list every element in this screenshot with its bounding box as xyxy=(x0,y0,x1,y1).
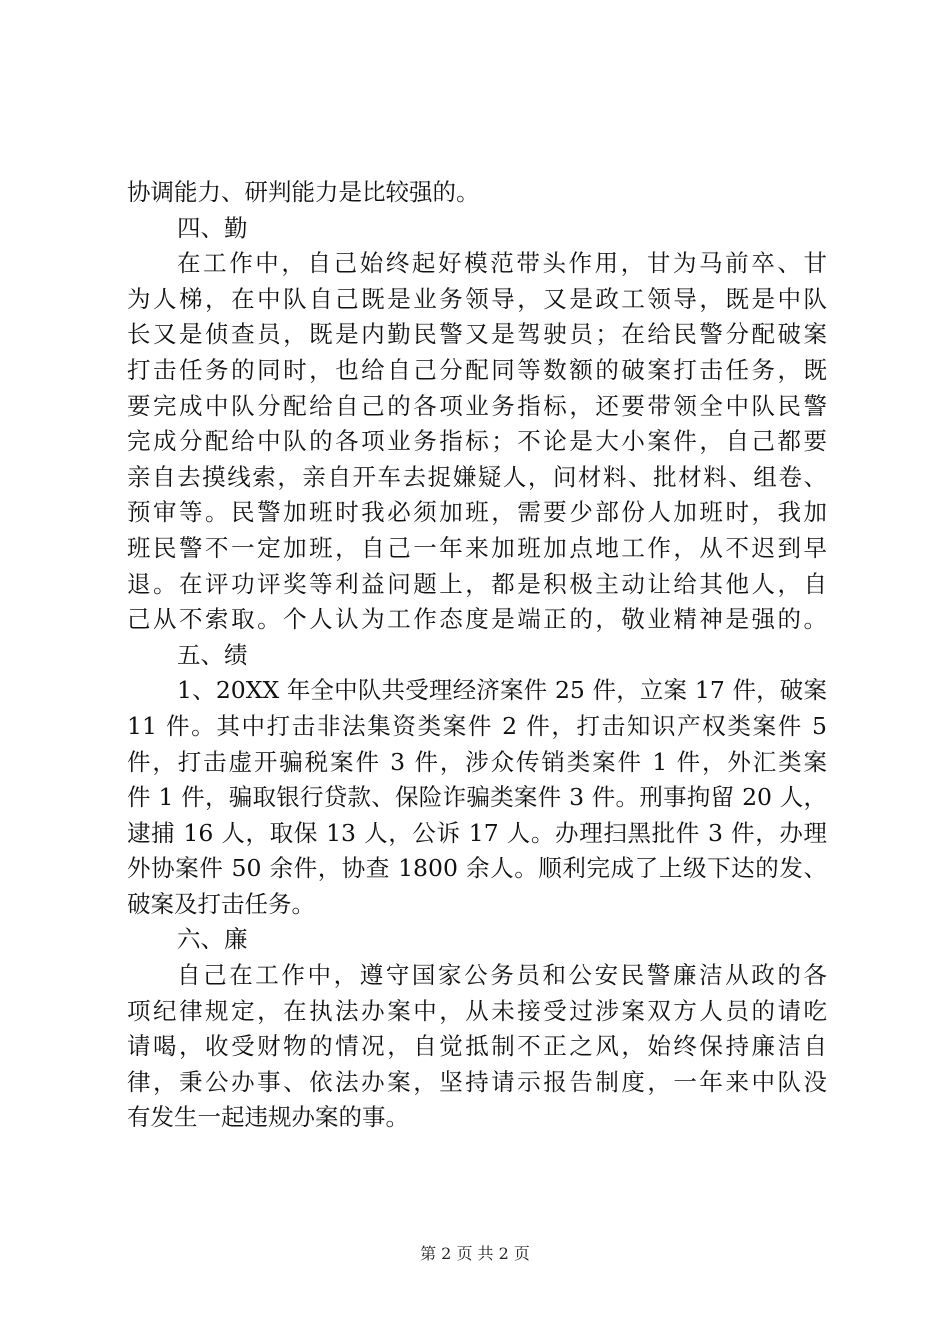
text-line: 亲自去摸线索，亲自开车去捉嫌疑人，问材料、批材料、组卷、 xyxy=(127,462,827,491)
text-line: 完成分配给中队的各项业务指标；不论是大小案件，自己都要 xyxy=(127,427,827,456)
page-footer: 第 2 页 共 2 页 xyxy=(420,1244,530,1263)
text-line: 自己在工作中，遵守国家公务员和公安民警廉洁从政的各 xyxy=(177,961,827,990)
section-heading: 五、绩 xyxy=(177,640,248,669)
text-line: 11 件。其中打击非法集资类案件 2 件，打击知识产权类案件 5 xyxy=(127,711,827,740)
text-line: 打击任务的同时，也给自己分配同等数额的破案打击任务，既 xyxy=(127,355,827,384)
text-line: 退。在评功评奖等利益问题上，都是积极主动让给其他人，自 xyxy=(127,569,827,598)
text-line: 件 1 件，骗取银行贷款、保险诈骗类案件 3 件。刑事拘留 20 人， xyxy=(127,783,827,812)
text-line: 逮捕 16 人，取保 13 人，公诉 17 人。办理扫黑批件 3 件，办理 xyxy=(127,818,827,847)
section-heading: 四、勤 xyxy=(177,213,248,242)
text-line: 1、20XX 年全中队共受理经济案件 25 件，立案 17 件，破案 xyxy=(177,676,827,705)
text-line: 己从不索取。个人认为工作态度是端正的，敬业精神是强的。 xyxy=(127,605,827,634)
text-line: 外协案件 50 余件，协查 1800 余人。顺利完成了上级下达的发、 xyxy=(127,854,827,883)
text-line: 有发生一起违规办案的事。 xyxy=(127,1103,409,1132)
text-line: 协调能力、研判能力是比较强的。 xyxy=(127,178,480,206)
text-line: 项纪律规定，在执法办案中，从未接受过涉案双方人员的请吃 xyxy=(127,996,827,1025)
section-heading: 六、廉 xyxy=(177,925,248,954)
text-line: 要完成中队分配给自己的各项业务指标，还要带领全中队民警 xyxy=(127,391,827,420)
text-line: 长又是侦查员，既是内勤民警又是驾驶员；在给民警分配破案 xyxy=(127,320,827,349)
text-line: 请喝，收受财物的情况，自觉抵制不正之风，始终保持廉洁自 xyxy=(127,1032,827,1061)
text-line: 破案及打击任务。 xyxy=(127,889,315,918)
text-line: 在工作中，自己始终起好模范带头作用，甘为马前卒、甘 xyxy=(177,249,827,278)
text-line: 班民警不一定加班，自己一年来加班加点地工作，从不迟到早 xyxy=(127,533,827,562)
text-line: 为人梯，在中队自己既是业务领导，又是政工领导，既是中队 xyxy=(127,284,827,313)
text-line: 律，秉公办事、依法办案，坚持请示报告制度，一年来中队没 xyxy=(127,1067,827,1096)
text-line: 预审等。民警加班时我必须加班，需要少部份人加班时，我加 xyxy=(127,498,827,527)
text-line: 件，打击虚开骗税案件 3 件，涉众传销类案件 1 件，外汇类案 xyxy=(127,747,827,776)
document-body xyxy=(127,175,827,1136)
